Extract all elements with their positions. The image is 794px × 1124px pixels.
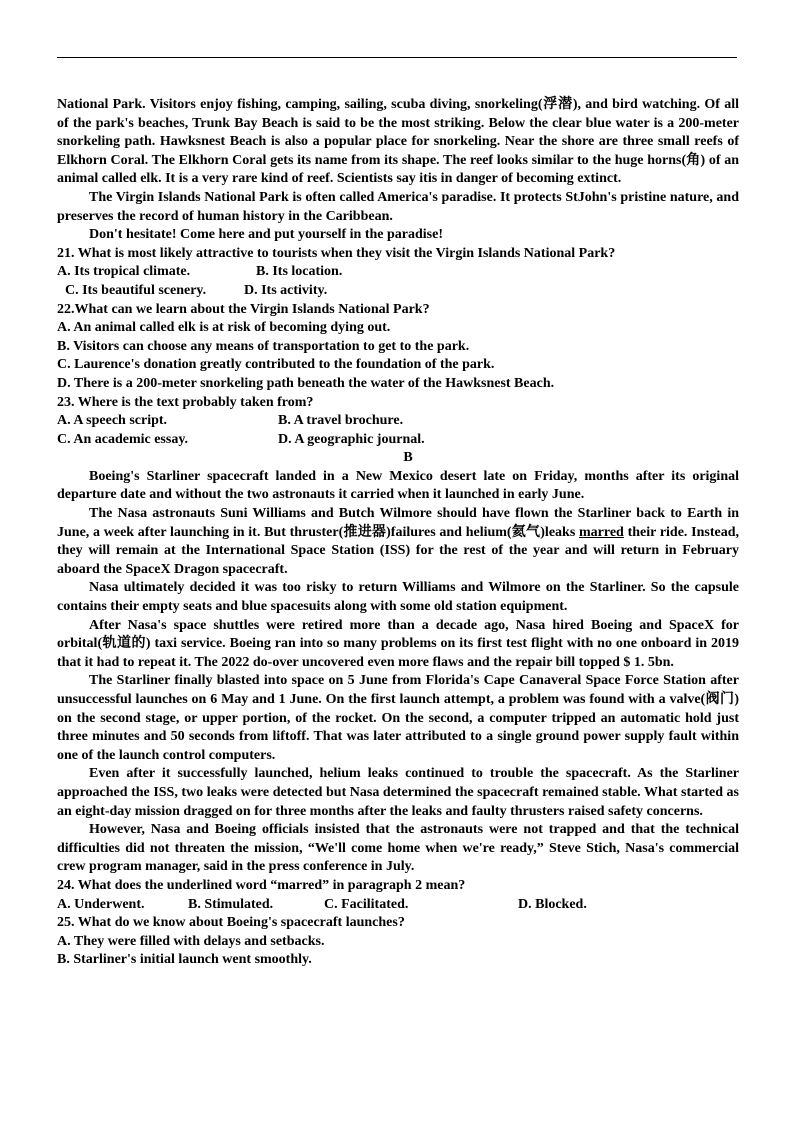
passage-b-paragraph-3: Nasa ultimately decided it was too risky to return Williams and Wilmore on the Starliner. So the capsule contains their empty seats and blue spacesuits along with some old station equipment. — [57, 580, 739, 615]
question-21-option-b: B. Its location. — [256, 264, 343, 280]
question-23-options-row-1 — [57, 412, 739, 431]
question-22-option-d: D. There is a 200-meter snorkeling path beneath the water of the Hawksnest Beach. — [57, 375, 555, 391]
question-24-option-b: B. Stimulated. — [188, 896, 274, 912]
question-25-option-b: B. Starliner's initial launch went smoothly. — [57, 952, 312, 968]
question-24-option-a: A. Underwent. — [57, 896, 145, 912]
question-22-option-c: C. Laurence's donation greatly contributed to the foundation of the park. — [57, 357, 495, 373]
header-rule — [57, 57, 737, 58]
question-22-stem: 22.What can we learn about the Virgin Islands National Park? — [57, 301, 430, 317]
question-22-option-a: A. An animal called elk is at risk of becoming dying out. — [57, 320, 391, 336]
passage-b-paragraph-6: Even after it successfully launched, helium leaks continued to trouble the spacecraft. As the Starliner approached the ISS, two leaks were detected but Nasa determined the spacecraft remained stable. What started as an eight-day mission dragged on for three months after the leaks and faulty thrusters raised safety concerns. — [57, 766, 739, 819]
question-21-option-c: C. Its beautiful scenery. — [65, 282, 207, 298]
question-24-stem: 24. What does the underlined word “marred” in paragraph 2 mean? — [57, 877, 466, 893]
question-25-stem: 25. What do we know about Boeing's spacecraft launches? — [57, 915, 405, 931]
page-content — [57, 96, 739, 970]
passage-b-paragraph-5: The Starliner finally blasted into space on 5 June from Florida's Cape Canaveral Space Force Station after unsuccessful launches on 6 May and 1 June. On the first launch attempt, a problem was found with a valve(阀门) on the second stage, or upper portion, of the rocket. On the second, a computer tripped an automatic hold just three minutes and 50 seconds from liftoff. That was later attributed to a single ground power supply fault within one of the launch control computers. — [57, 673, 739, 763]
question-23-stem: 23. Where is the text probably taken from? — [57, 394, 314, 410]
question-21-option-d: D. Its activity. — [244, 282, 328, 298]
question-21-stem: 21. What is most likely attractive to tourists when they visit the Virgin Islands National Park? — [57, 245, 616, 261]
question-25-option-a: A. They were filled with delays and setbacks. — [57, 933, 325, 949]
passage-b-paragraph-4: After Nasa's space shuttles were retired more than a decade ago, Nasa hired Boeing and SpaceX for orbital(轨道的) taxi service. Boeing ran into so many problems on its first test flight with no one onboard in 2019 that it had to repeat it. The 2022 do-over uncovered even more flaws and the repair bill topped $ 1. 5bn. — [57, 617, 739, 670]
question-24-option-d: D. Blocked. — [518, 896, 587, 912]
question-21-options-row-2 — [57, 282, 739, 301]
question-22-option-b: B. Visitors can choose any means of transportation to get to the park. — [57, 338, 470, 354]
question-23-option-a: A. A speech script. — [57, 413, 168, 429]
question-24-option-c: C. Facilitated. — [324, 896, 409, 912]
passage-b-paragraph-2-end: their ride. Instead, they will remain at the International Space Station (ISS) for the rest of the year and will return in February aboard the SpaceX Dragon spacecraft. — [57, 524, 739, 577]
question-23-option-c: C. An academic essay. — [57, 431, 189, 447]
passage-b-paragraph-2-start: The Nasa astronauts Suni Williams and Butch Wilmore should have flown the Starliner back to Earth in June, a week after launching in it. But thruster(推进器)failures and helium(氦气)leaks — [57, 506, 739, 540]
question-21-option-a: A. Its tropical climate. — [57, 264, 191, 280]
passage-a-paragraph-1: National Park. Visitors enjoy fishing, camping, sailing, scuba diving, snorkeling(浮潜), and bird watching. Of all of the park's beaches, Trunk Bay Beach is said to be the most striking. Below the clear blue water is a 200-meter snorkeling path. Hawksnest Beach is also a popular place for snorkeling. Near the shore are three small reefs of Elkhorn Coral. The Elkhorn Coral gets its name from its shape. The reef looks similar to the huge horns(角) of an animal called elk. It is a very rare kind of reef. Scientists say itis in danger of becoming extinct. — [57, 97, 739, 187]
passage-a-paragraph-3: Don't hesitate! Come here and put yourself in the paradise! — [89, 227, 444, 243]
question-21-options-row-1 — [57, 263, 739, 282]
question-23-option-b: B. A travel brochure. — [278, 413, 404, 429]
question-23-option-d: D. A geographic journal. — [278, 431, 425, 447]
underlined-word-marred: marred — [579, 524, 624, 540]
passage-b-paragraph-1: Boeing's Starliner spacecraft landed in a New Mexico desert late on Friday, months after its original departure date and without the two astronauts it carried when it launched in early June. — [57, 468, 739, 503]
section-b-label: B — [403, 450, 413, 466]
question-23-options-row-2 — [57, 431, 739, 450]
passage-a-paragraph-2: The Virgin Islands National Park is often called America's paradise. It protects StJohn's pristine nature, and preserves the record of human history in the Caribbean. — [57, 189, 739, 224]
question-24-options — [57, 896, 739, 915]
passage-b-paragraph-2 — [57, 505, 739, 579]
passage-b-paragraph-7: However, Nasa and Boeing officials insisted that the astronauts were not trapped and that the technical difficulties did not threaten the mission, “We'll come home when we're ready,” Steve Stich, Nasa's commercial crew program manager, said in the press conference in July. — [57, 822, 739, 875]
